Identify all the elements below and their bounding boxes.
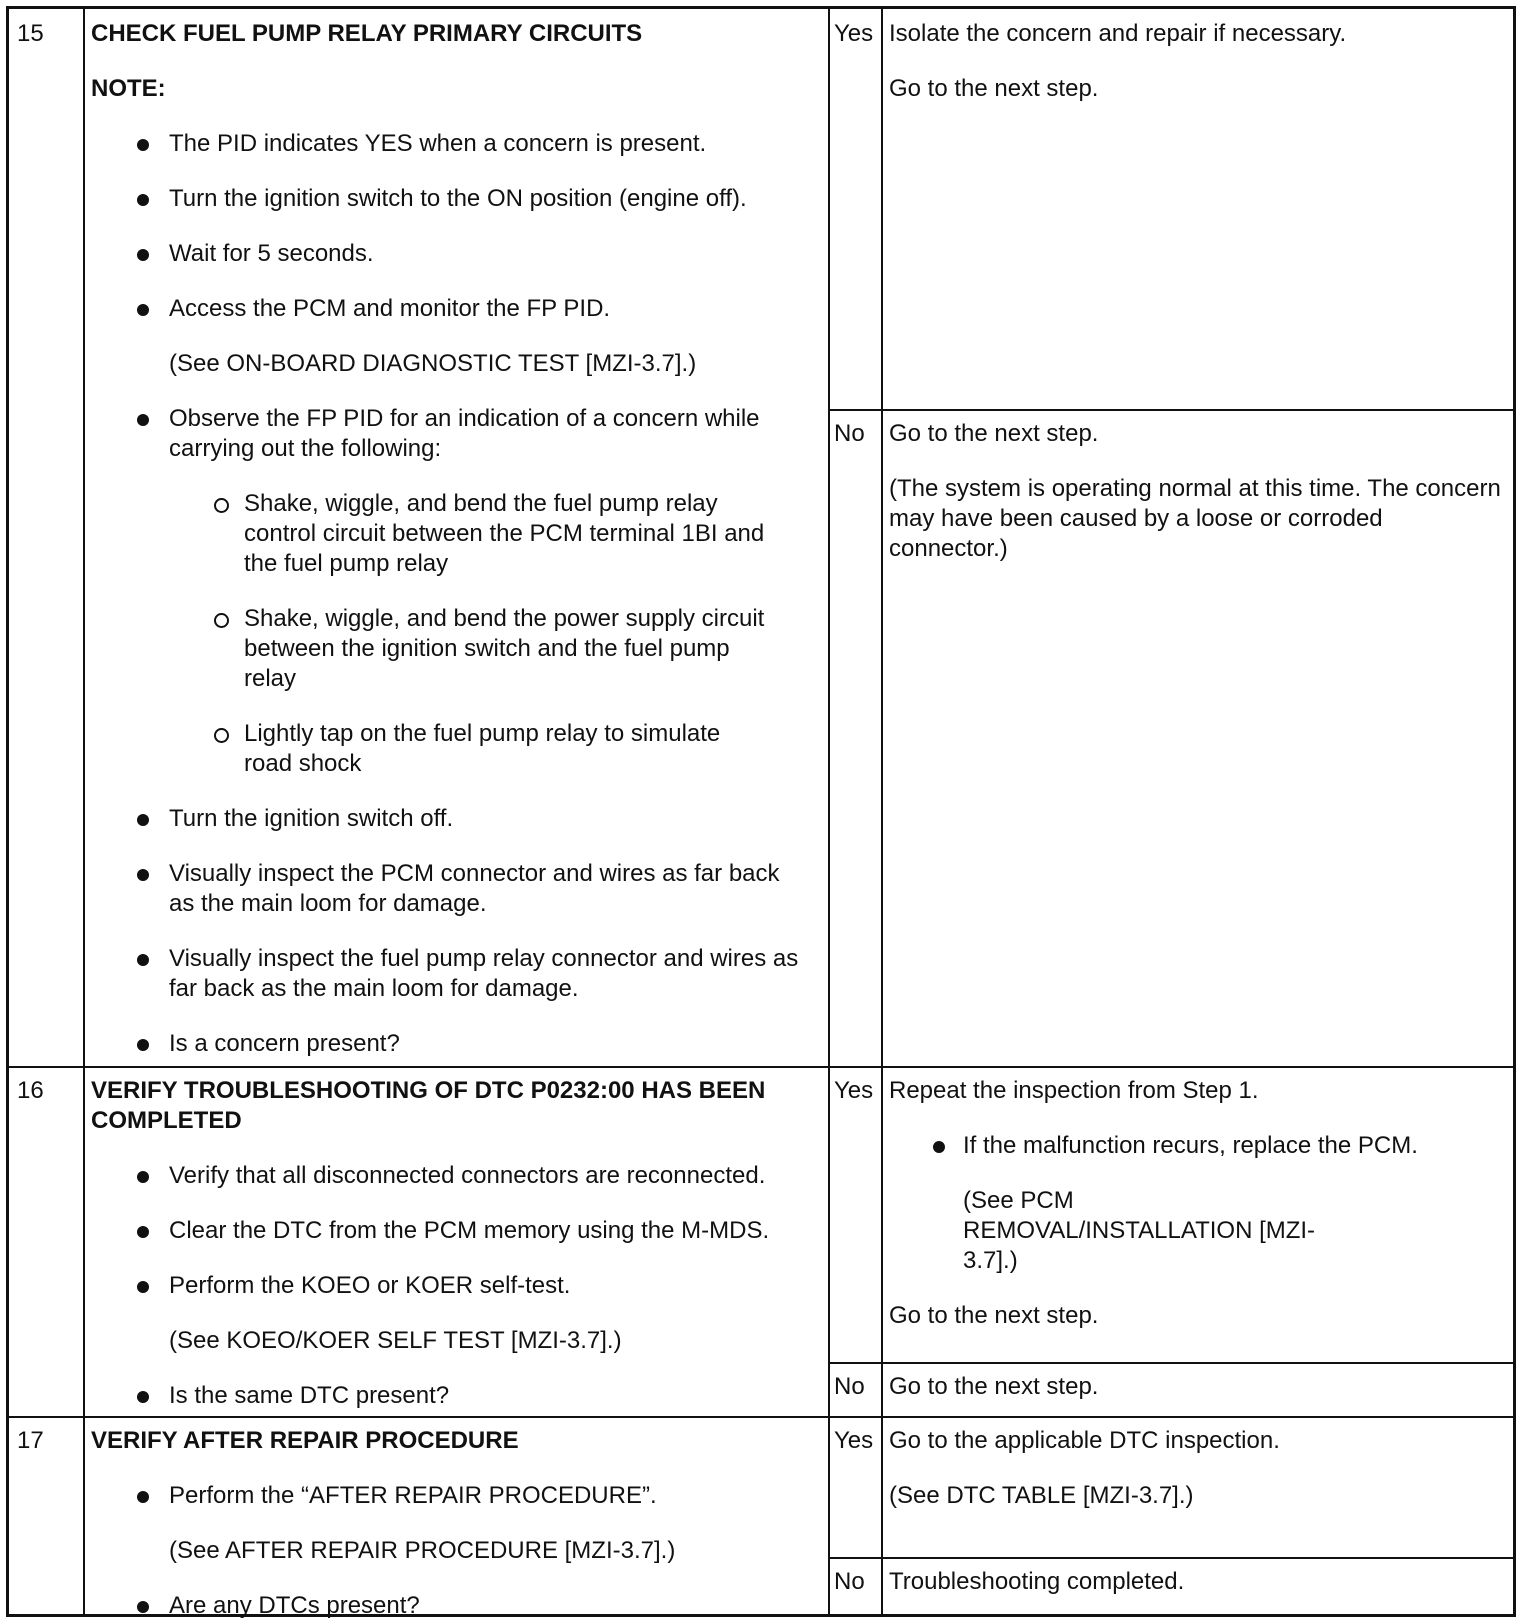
step-16-action [91,1076,811,1411]
bullet-item: Turn the ignition switch off. [91,804,811,834]
sub-bullet-item: Lightly tap on the fuel pump relay to simulate road shock [91,719,731,779]
step-16-yes-result [889,1076,1504,1356]
result-text: Repeat the inspection from Step 1. [889,1077,1259,1104]
step-number: 15 [17,20,44,47]
yes-label: Yes [834,20,874,47]
result-text: Troubleshooting completed. [889,1568,1185,1595]
yes-label: Yes [834,1077,874,1104]
step-15-action [91,19,811,1059]
result-text: (The system is operating normal at this time. The concern may have been caused by a loose or corroded connector.) [889,475,1501,562]
troubleshooting-table [6,6,1516,1617]
step-17-yes-result [889,1426,1504,1536]
step-15-yes-result [889,19,1504,129]
column-divider [881,9,883,1614]
note-label: NOTE: [91,75,166,102]
result-text: Go to the applicable DTC inspection. [889,1427,1280,1454]
step-title: CHECK FUEL PUMP RELAY PRIMARY CIRCUITS [91,20,643,47]
no-label: No [834,420,865,447]
step-17-no-result [889,1567,1504,1597]
bullet-item: Turn the ignition switch to the ON position (engine off). [91,184,811,214]
bullet-item: Verify that all disconnected connectors are reconnected. [91,1161,811,1191]
bullet-item: Clear the DTC from the PCM memory using the M-MDS. [91,1216,811,1246]
bullet-item: Are any DTCs present? [91,1591,811,1621]
result-text: Isolate the concern and repair if necessary. [889,20,1347,47]
bullet-item: Wait for 5 seconds. [91,239,811,269]
row-divider [9,1066,1513,1068]
bullet-item: Perform the “AFTER REPAIR PROCEDURE”. [91,1481,811,1511]
bullet-item: Visually inspect the PCM connector and wires as far back as the main loom for damage. [91,859,811,919]
yes-no-divider [828,409,1513,411]
step-16-no-result [889,1372,1504,1427]
reference-text: (See KOEO/KOER SELF TEST [MZI-3.7].) [169,1327,622,1354]
step-title: VERIFY AFTER REPAIR PROCEDURE [91,1427,519,1454]
bullet-item: Is the same DTC present? [91,1381,811,1411]
bullet-item: Visually inspect the fuel pump relay connector and wires as far back as the main loom for damage. [91,944,811,1004]
bullet-item: Access the PCM and monitor the FP PID. [91,294,811,324]
result-text: Go to the next step. [889,1302,1099,1329]
column-divider [828,9,830,1614]
step-15-no-result [889,419,1504,589]
no-label: No [834,1568,865,1595]
column-divider [83,9,85,1614]
reference-text: (See ON-BOARD DIAGNOSTIC TEST [MZI-3.7].) [169,350,697,377]
result-text: Go to the next step. [889,1373,1099,1400]
step-number: 16 [17,1077,44,1104]
sub-bullet-item: Shake, wiggle, and bend the power supply circuit between the ignition switch and the fuel pump relay [91,604,771,694]
result-text: Go to the next step. [889,420,1099,447]
yes-no-divider [828,1557,1513,1559]
no-label: No [834,1373,865,1400]
reference-text: (See AFTER REPAIR PROCEDURE [MZI-3.7].) [169,1537,676,1564]
step-number: 17 [17,1427,44,1454]
bullet-item: If the malfunction recurs, replace the PCM. [889,1131,1504,1161]
sub-bullet-item: Shake, wiggle, and bend the fuel pump relay control circuit between the PCM terminal 1BI and the fuel pump relay [91,489,771,579]
bullet-item: The PID indicates YES when a concern is present. [91,129,811,159]
step-17-action [91,1426,811,1621]
yes-no-divider [828,1362,1513,1364]
result-text: (See DTC TABLE [MZI-3.7].) [889,1482,1194,1509]
step-title: VERIFY TROUBLESHOOTING OF DTC P0232:00 HAS BEEN COMPLETED [91,1077,766,1134]
result-text: Go to the next step. [889,75,1099,102]
bullet-item: Observe the FP PID for an indication of a concern while carrying out the following: [91,404,811,464]
reference-text: (See PCM REMOVAL/INSTALLATION [MZI-3.7].) [963,1187,1316,1274]
bullet-item: Perform the KOEO or KOER self-test. [91,1271,811,1301]
yes-label: Yes [834,1427,874,1454]
bullet-item: Is a concern present? [91,1029,811,1059]
